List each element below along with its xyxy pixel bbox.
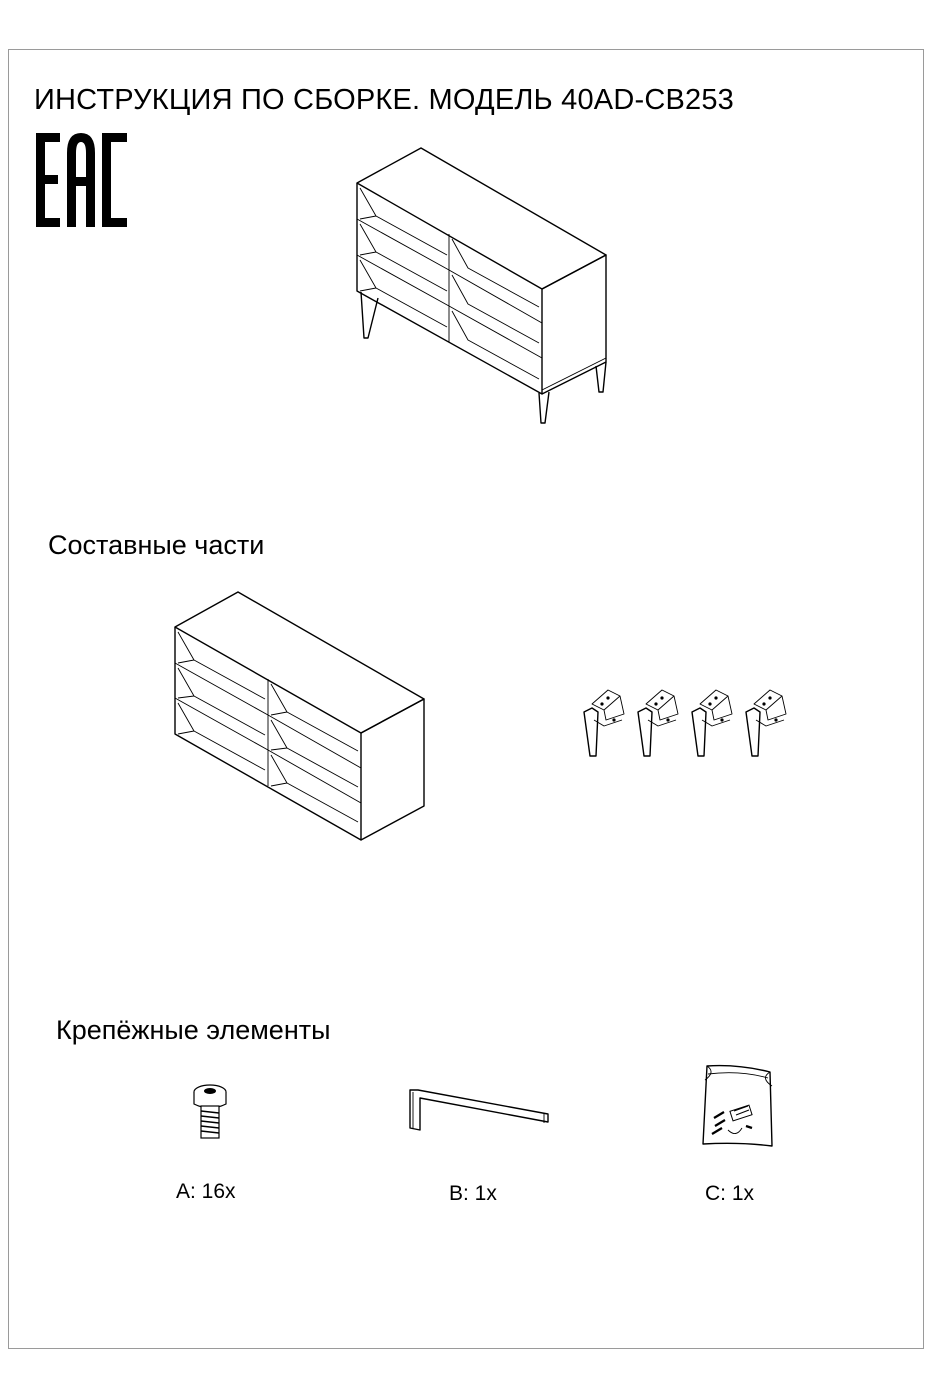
parts-section-title: Составные части bbox=[48, 530, 265, 560]
fastener-c-label: C: 1x bbox=[705, 1182, 755, 1205]
hex-key-icon bbox=[410, 1090, 548, 1130]
page-title: ИНСТРУКЦИЯ ПО СБОРКЕ. МОДЕЛЬ 40AD-CB253 bbox=[34, 84, 735, 116]
screw-icon bbox=[194, 1085, 226, 1138]
fasteners-section-title: Крепёжные элементы bbox=[56, 1015, 331, 1045]
fastener-a-label: A: 16x bbox=[176, 1180, 236, 1203]
fastener-b-label: B: 1x bbox=[449, 1182, 497, 1205]
accessory-bag-icon bbox=[703, 1066, 772, 1146]
